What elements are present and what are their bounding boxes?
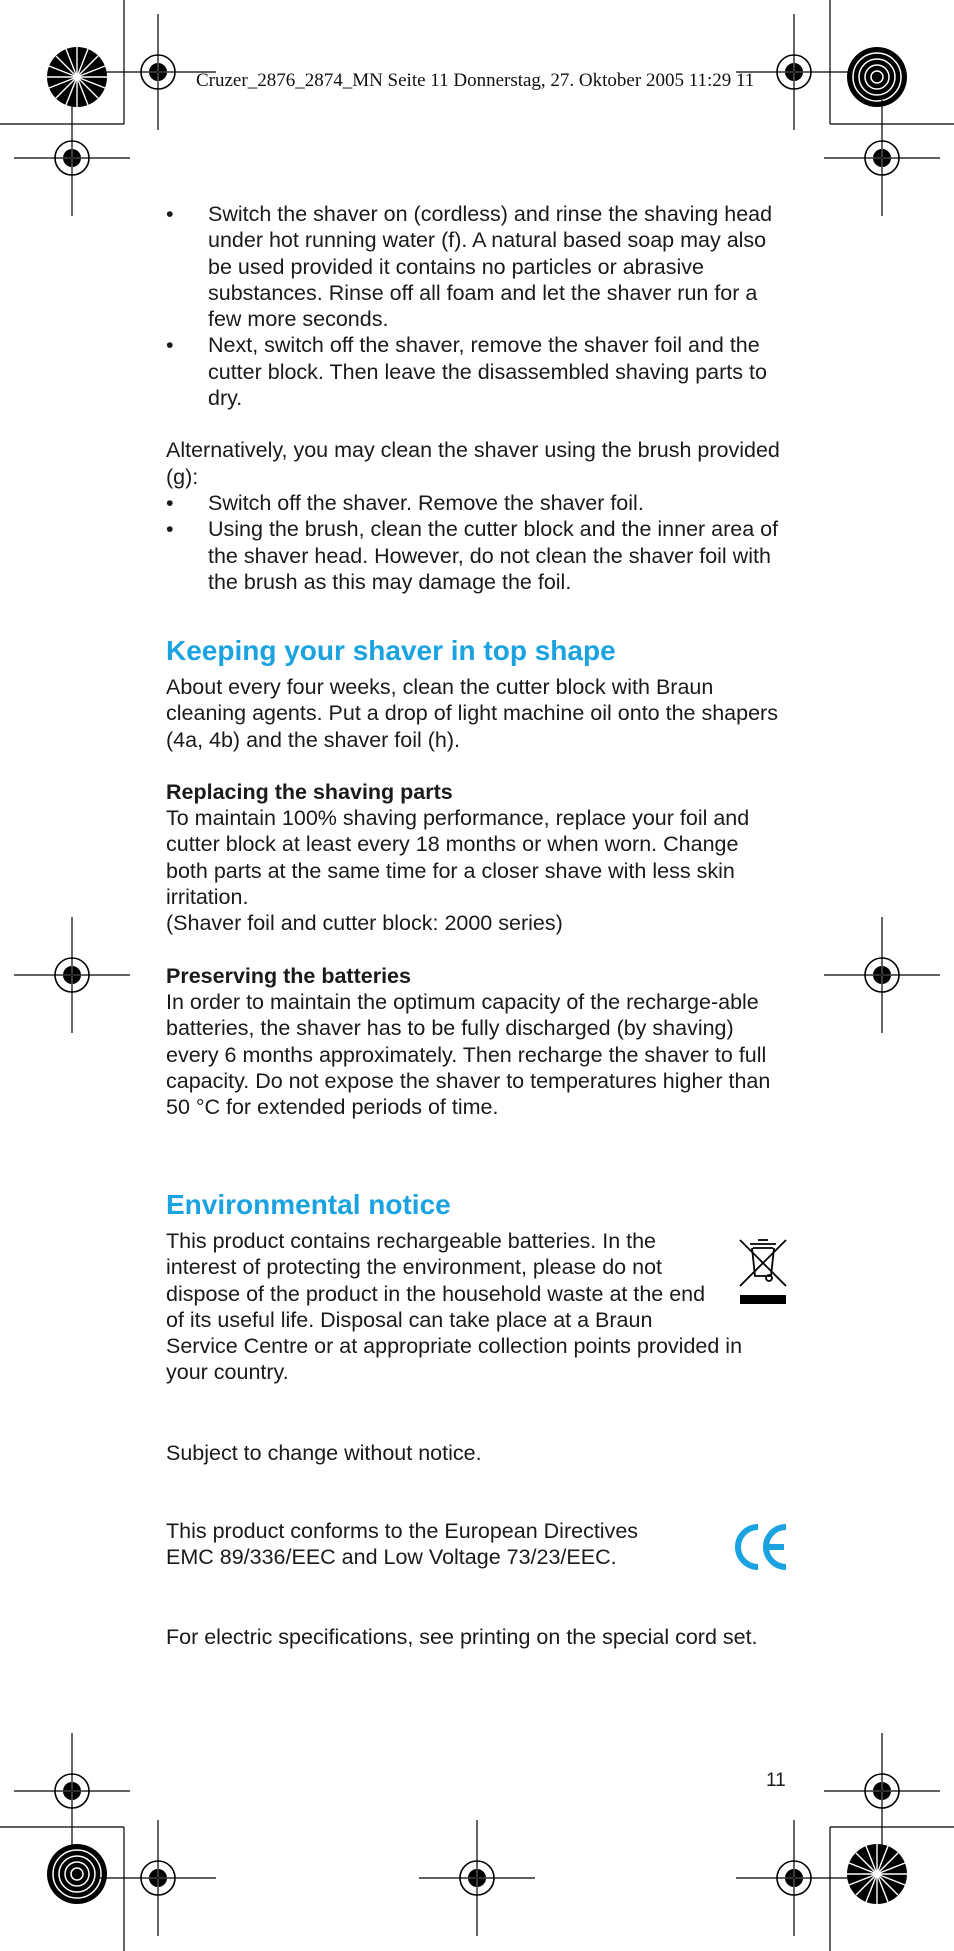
top-shape-section <box>166 634 786 668</box>
print-slug-line: Cruzer_2876_2874_MN Seite 11 Donnerstag, 27. Oktober 2005 11:29 11 <box>196 70 755 91</box>
replacing-parts-series: (Shaver foil and cutter block: 2000 series) <box>166 911 563 936</box>
replacing-parts-title: Replacing the shaving parts <box>166 779 453 804</box>
registration-mark <box>14 100 130 216</box>
environment-body <box>166 1228 786 1386</box>
ce-mark-icon <box>734 1521 790 1573</box>
conformity-text: This product conforms to the European Directives EMC 89/336/EEC and Low Voltage 73/23/EEC. <box>166 1519 639 1570</box>
registration-mark <box>419 1820 535 1936</box>
brush-intro: Alternatively, you may clean the shaver using the brush provided (g): <box>166 438 780 489</box>
list-item: • Switch the shaver on (cordless) and rinse the shaving head under hot running water (f). A natural based soap may also be used provided it contains no particles or abrasive substances. Rinse off all foam and let the shaver run for a few more seconds. <box>166 201 786 332</box>
list-item: • Next, switch off the shaver, remove the shaver foil and the cutter block. Then leave the disassembled shaving parts to dry. <box>166 332 786 411</box>
section-heading: Keeping your shaver in top shape <box>166 635 616 666</box>
electric-text: For electric specifications, see printing on the special cord set. <box>166 1625 758 1649</box>
environment-text: This product contains rechargeable batteries. In the interest of protecting the environment, please do not dispose of the product in the household waste at the end of its useful life. Disposal can take place at a Braun Service Centre or at appropriate collection points provided in your country. <box>166 1229 743 1385</box>
change-notice <box>166 1440 786 1466</box>
cleaning-section <box>166 201 786 595</box>
registration-mark <box>736 1820 852 1936</box>
registration-mark <box>14 917 130 1033</box>
crossed-out-bin-icon <box>736 1236 790 1308</box>
registration-mark <box>824 1733 940 1849</box>
list-item: • Switch off the shaver. Remove the shaver foil. <box>166 490 786 516</box>
starburst-bottom-right <box>847 1844 907 1904</box>
brush-steps-list <box>166 490 786 595</box>
replacing-parts-text: To maintain 100% shaving performance, replace your foil and cutter block at least every 18 months or when worn. Change both parts at the same time for a closer shave with less skin irritation. <box>166 806 750 910</box>
registration-mark <box>100 1820 216 1936</box>
registration-mark <box>824 917 940 1033</box>
starburst-bottom-left <box>47 1844 107 1904</box>
rinse-steps-list <box>166 201 786 411</box>
top-shape-intro: About every four weeks, clean the cutter block with Braun cleaning agents. Put a drop of light machine oil onto the shapers (4a, 4b) and the shaver foil (h). <box>166 675 778 752</box>
registration-mark <box>824 100 940 216</box>
top-shape-body <box>166 674 786 1120</box>
list-item: • Using the brush, clean the cutter block and the inner area of the shaver head. However, do not clean the shaver foil with the brush as this may damage the foil. <box>166 516 786 595</box>
electric-notice <box>166 1624 786 1650</box>
section-heading: Environmental notice <box>166 1189 451 1220</box>
environment-section <box>166 1188 786 1222</box>
starburst-top-right <box>847 47 907 107</box>
conformity-notice <box>166 1518 686 1571</box>
page-number: 11 <box>766 1770 786 1791</box>
preserving-batteries-text: In order to maintain the optimum capacity of the recharge-able batteries, the shaver has to be fully discharged (by shaving) every 6 months approximately. Then recharge the shaver to full capacity. Do not expose the shaver to temperatures higher than 50 °C for extended periods of time. <box>166 989 771 1120</box>
registration-mark <box>14 1733 130 1849</box>
starburst-top-left <box>47 47 107 107</box>
preserving-batteries-title: Preserving the batteries <box>166 963 411 988</box>
change-notice-text: Subject to change without notice. <box>166 1441 482 1465</box>
